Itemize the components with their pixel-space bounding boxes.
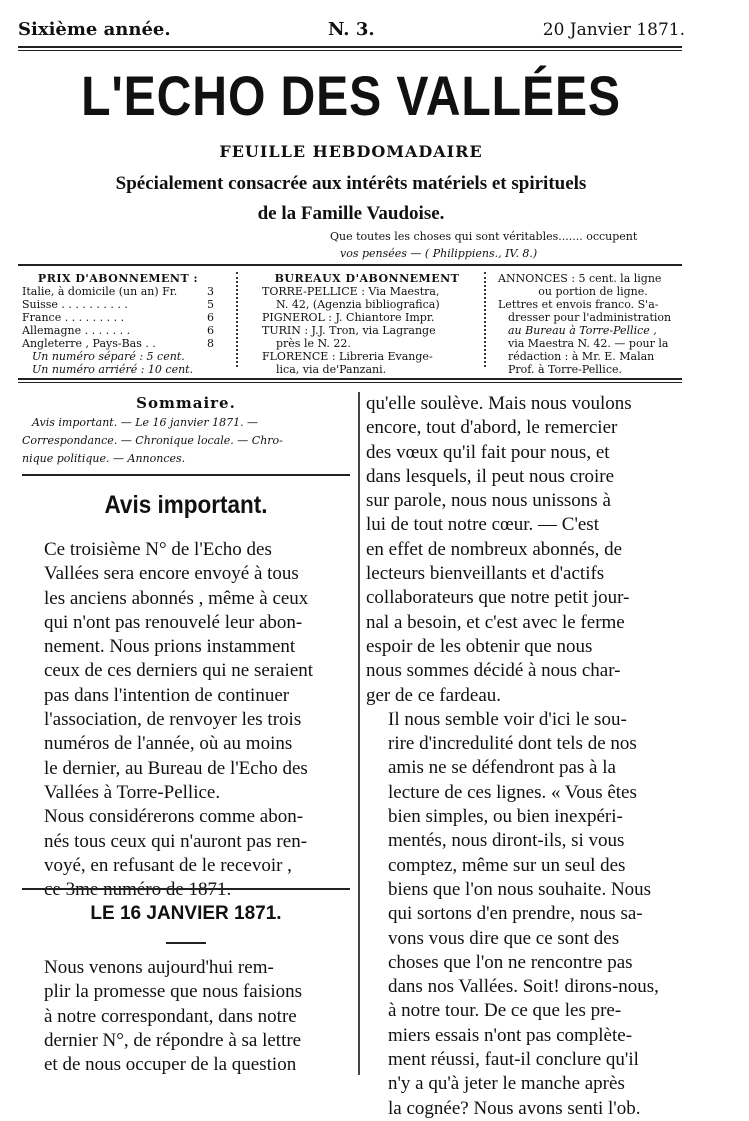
summary-text	[22, 414, 350, 468]
section-rule	[22, 888, 350, 890]
article-text-left	[22, 956, 350, 1077]
annonce-line: au Bureau à Torre-Pellice ,	[508, 324, 657, 337]
price-row: Italie, à domicile (un an) Fr. 3	[22, 285, 214, 298]
subscription-title: PRIX D'ABONNEMENT :	[37, 272, 199, 285]
summary-line: nique politique. — Annonces.	[22, 452, 186, 465]
annonce-line: dresser pour l'administration	[508, 311, 672, 324]
info-bottom-rule-thin	[18, 382, 682, 383]
price-row: Angleterre , Pays-Bas . . 8	[22, 337, 214, 350]
office-line: N. 42, (Agenzia bibliografica)	[276, 298, 440, 311]
single-issue-price: Un numéro séparé : 5 cent.	[32, 350, 185, 363]
epigraph-line-1: Que toutes les choses qui sont véritables....... occupent	[330, 230, 638, 243]
office-line: TURIN : J.J. Tron, via Lagrange	[262, 324, 436, 337]
epigraph-line-2: vos pensées — ( Philippiens., IV. 8.)	[340, 247, 538, 260]
price-row: Allemagne . . . . . . . 6	[22, 324, 214, 337]
annonce-line: ou portion de ligne.	[538, 285, 648, 298]
annonce-line: via Maestra N. 42. — pour la	[508, 337, 669, 350]
offices-title: BUREAUX D'ABONNEMENT	[274, 272, 460, 285]
avis-paragraph: Ce troisième N° de l'Echo des Vallées sera encore envoyé à tous les anciens abonnés , même à ceux qui n'ont pas renouvelé leur abon- nement. Nous prions instamment ceux de ces derniers qui ne seraient pas dans l'intention de continuer l'association, de renvoyer les trois numéros de l'année, où au moins le dernier, au Bureau de l'Echo des Vallées à Torre-Pellice.	[44, 539, 314, 803]
office-line: FLORENCE : Libreria Evange-	[262, 350, 433, 363]
office-line: lica, via de'Panzani.	[276, 363, 387, 376]
tagline-line-2: de la Famille Vaudoise.	[257, 203, 445, 224]
masthead-title: L'ECHO DES VALLÉES	[81, 64, 621, 127]
office-line: TORRE-PELLICE : Via Maestra,	[262, 285, 440, 298]
subscription-offices	[262, 272, 472, 376]
annonce-line: ANNONCES : 5 cent. la ligne	[498, 272, 662, 285]
info-bottom-rule	[18, 378, 682, 380]
price-row: France . . . . . . . . . 6	[22, 311, 214, 324]
article-paragraph: Il nous semble voir d'ici le sou- rire d'incredulité dont tels de nos amis ne se défendront pas à la lecture de ces lignes. « Vous êtes bien simples, ou bien inexpéri- mentés, nous diront-ils, si vous comptez, même sur un seul des biens que l'on nous souhaite. Nous qui sortons d'en prendre, nous sa- vons vous dire que ce sont des choses que l'on ne rencontre pas dans nos Vallées. Soit! dirons-nous, à notre tour. De ce que les pre- miers essais n'ont pas complète- ment réussi, faut-il conclure qu'il n'y a qu'à jeter le manche après la cognée? Nous avons senti l'ob.	[388, 708, 659, 1119]
avis-text	[22, 538, 350, 902]
year-label: Sixième année.	[18, 19, 171, 40]
back-issue-price: Un numéro arriéré : 10 cent.	[32, 363, 194, 376]
article-paragraph: Nous venons aujourd'hui rem- plir la promesse que nous faisions à notre correspondant, dans notre dernier N°, de répondre à sa lettre et de nous occuper de la question	[44, 957, 303, 1076]
top-rule	[18, 46, 682, 48]
epigraph	[330, 228, 680, 262]
info-separator	[484, 272, 486, 367]
summary-title: Sommaire.	[136, 394, 236, 412]
summary-line: Correspondance. — Chronique locale. — Chro-	[22, 434, 283, 447]
info-separator	[236, 272, 238, 367]
article-title: LE 16 JANVIER 1871.	[90, 903, 282, 924]
annonce-line: Prof. à Torre-Pellice.	[508, 363, 622, 376]
office-line: PIGNEROL : J. Chiantore Impr.	[262, 311, 435, 324]
title-short-rule	[166, 942, 206, 944]
price-row: Suisse . . . . . . . . . . 5	[22, 298, 214, 311]
masthead-subtitle: FEUILLE HEBDOMADAIRE	[219, 142, 483, 161]
info-top-rule	[18, 264, 682, 266]
annonce-line: Lettres et envois franco. S'a-	[498, 298, 659, 311]
masthead-tagline	[18, 172, 684, 226]
subscription-prices	[22, 272, 214, 376]
issue-date: 20 Janvier 1871.	[542, 20, 685, 40]
summary-rule	[22, 474, 350, 476]
summary-line: Avis important. — Le 16 janvier 1871. —	[32, 416, 259, 429]
column-divider	[358, 392, 360, 1075]
avis-paragraph: Nous considérerons comme abon- nés tous ceux qui n'auront pas ren- voyé, en refusant de le recevoir ,	[44, 806, 308, 876]
issue-number: N. 3.	[328, 19, 375, 40]
avis-title: Avis important.	[104, 491, 268, 519]
tagline-line-1: Spécialement consacrée aux intérêts matériels et spirituels	[115, 173, 587, 194]
advertising-info	[498, 272, 688, 376]
top-rule-thin	[18, 50, 682, 51]
article-paragraph: qu'elle soulève. Mais nous voulons encore, tout d'abord, le remercier des vœux qu'il fait pour nous, et dans lesquels, il peut nous croire sur parole, nous nous unissons à lui de tout notre cœur. — C'est en effet de nombreux abonnés, de lecteurs bienveillants et d'actifs collaborateurs que notre petit jour- nal a besoin, et c'est avec le ferme espoir de les obtenir que nous nous sommes décidé à nous char- ger de ce fardeau.	[366, 393, 632, 706]
article-text-right	[366, 392, 684, 1121]
office-line: près le N. 22.	[276, 337, 351, 350]
annonce-line: rédaction : à Mr. E. Malan	[508, 350, 655, 363]
